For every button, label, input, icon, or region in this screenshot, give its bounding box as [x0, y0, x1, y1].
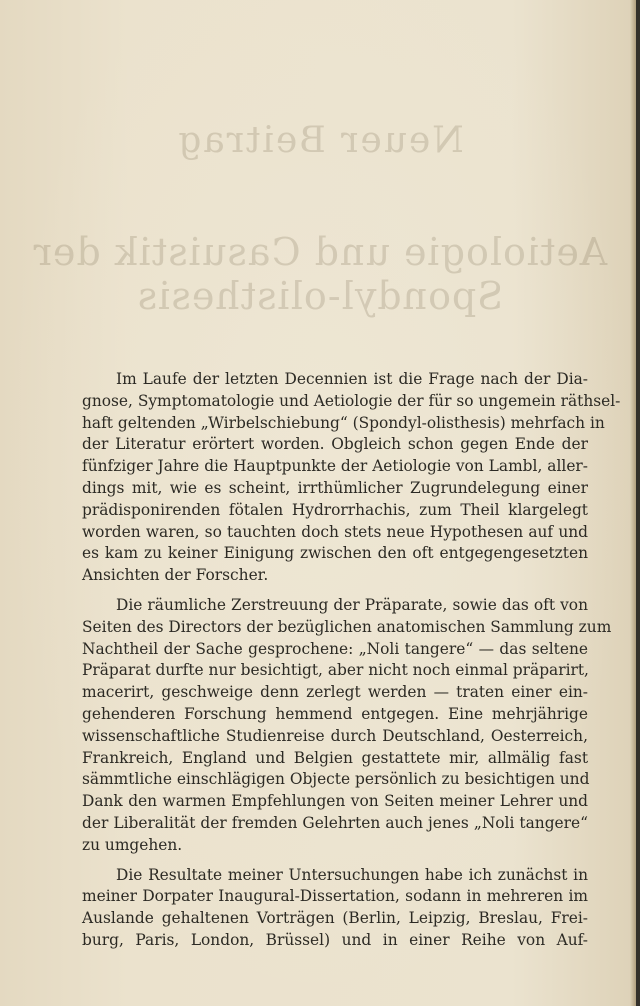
paragraph-3	[82, 865, 588, 952]
text-line: Die räumliche Zerstreuung der Präparate, sowie das oft von	[116, 595, 588, 614]
text-line: haft geltenden „Wirbelschiebung“ (Spondyl-olisthesis) mehrfach in	[82, 413, 605, 432]
text-line: macerirt, geschweige denn zerlegt werden — traten einer ein-	[82, 683, 588, 702]
text-line: der Liberalität der fremden Gelehrten auch jenes „Noli tangere“	[82, 813, 588, 832]
paragraph-1	[82, 369, 621, 587]
paragraph-2	[82, 595, 612, 857]
text-line: burg, Paris, London, Brüssel) und in einer Reihe von Auf-	[82, 930, 588, 949]
text-line: wissenschaftliche Studienreise durch Deutschland, Oesterreich,	[82, 726, 588, 745]
text-line: gehenderen Forschung hemmend entgegen. Eine mehrjährige	[82, 704, 588, 723]
body-text	[82, 369, 621, 960]
text-line: Dank den warmen Empfehlungen von Seiten meiner Lehrer und	[82, 792, 588, 811]
show-through-line-2: Aetiologie und Casuistik der Spondyl-olisthesis	[32, 230, 608, 318]
text-line: Präparat durfte nur besichtigt, aber nicht noch einmal präparirt,	[82, 661, 589, 680]
text-line: der Literatur erörtert worden. Obgleich schon gegen Ende der	[82, 435, 588, 454]
text-line: Auslande gehaltenen Vorträgen (Berlin, Leipzig, Breslau, Frei-	[82, 909, 588, 928]
text-line: es kam zu keiner Einigung zwischen den oft entgegengesetzten	[82, 544, 588, 563]
show-through-line-1: Neuer Beitrag	[176, 120, 464, 161]
text-line: Ansichten der Forscher.	[82, 566, 269, 585]
text-line: Frankreich, England und Belgien gestattete mir, allmälig fast	[82, 748, 588, 767]
text-line: Nachtheil der Sache gesprochene: „Noli tangere“ — das seltene	[82, 639, 588, 658]
text-line: prädisponirenden fötalen Hydrorrhachis, zum Theil klargelegt	[82, 500, 588, 519]
text-line: Seiten des Directors der bezüglichen anatomischen Sammlung zum	[82, 617, 612, 636]
page-edge	[636, 0, 640, 1006]
text-line: Die Resultate meiner Untersuchungen habe ich zunächst in	[116, 865, 588, 884]
text-line: sämmtliche einschlägigen Objecte persönlich zu besichtigen und	[82, 770, 590, 789]
text-line: Im Laufe der letzten Decennien ist die Frage nach der Dia-	[116, 370, 588, 388]
text-line: zu umgehen.	[82, 835, 183, 854]
show-through-text	[0, 80, 640, 320]
text-line: meiner Dorpater Inaugural-Dissertation, sodann in mehreren im	[82, 887, 588, 906]
text-line: worden waren, so tauchten doch stets neue Hypothesen auf und	[82, 522, 588, 541]
text-line: dings mit, wie es scheint, irrthümlicher Zugrundelegung einer	[82, 478, 588, 497]
text-line: fünfziger Jahre die Hauptpunkte der Aetiologie von Lambl, aller-	[82, 457, 588, 476]
text-line: gnose, Symptomatologie und Aetiologie der für so ungemein räthsel-	[82, 391, 621, 410]
